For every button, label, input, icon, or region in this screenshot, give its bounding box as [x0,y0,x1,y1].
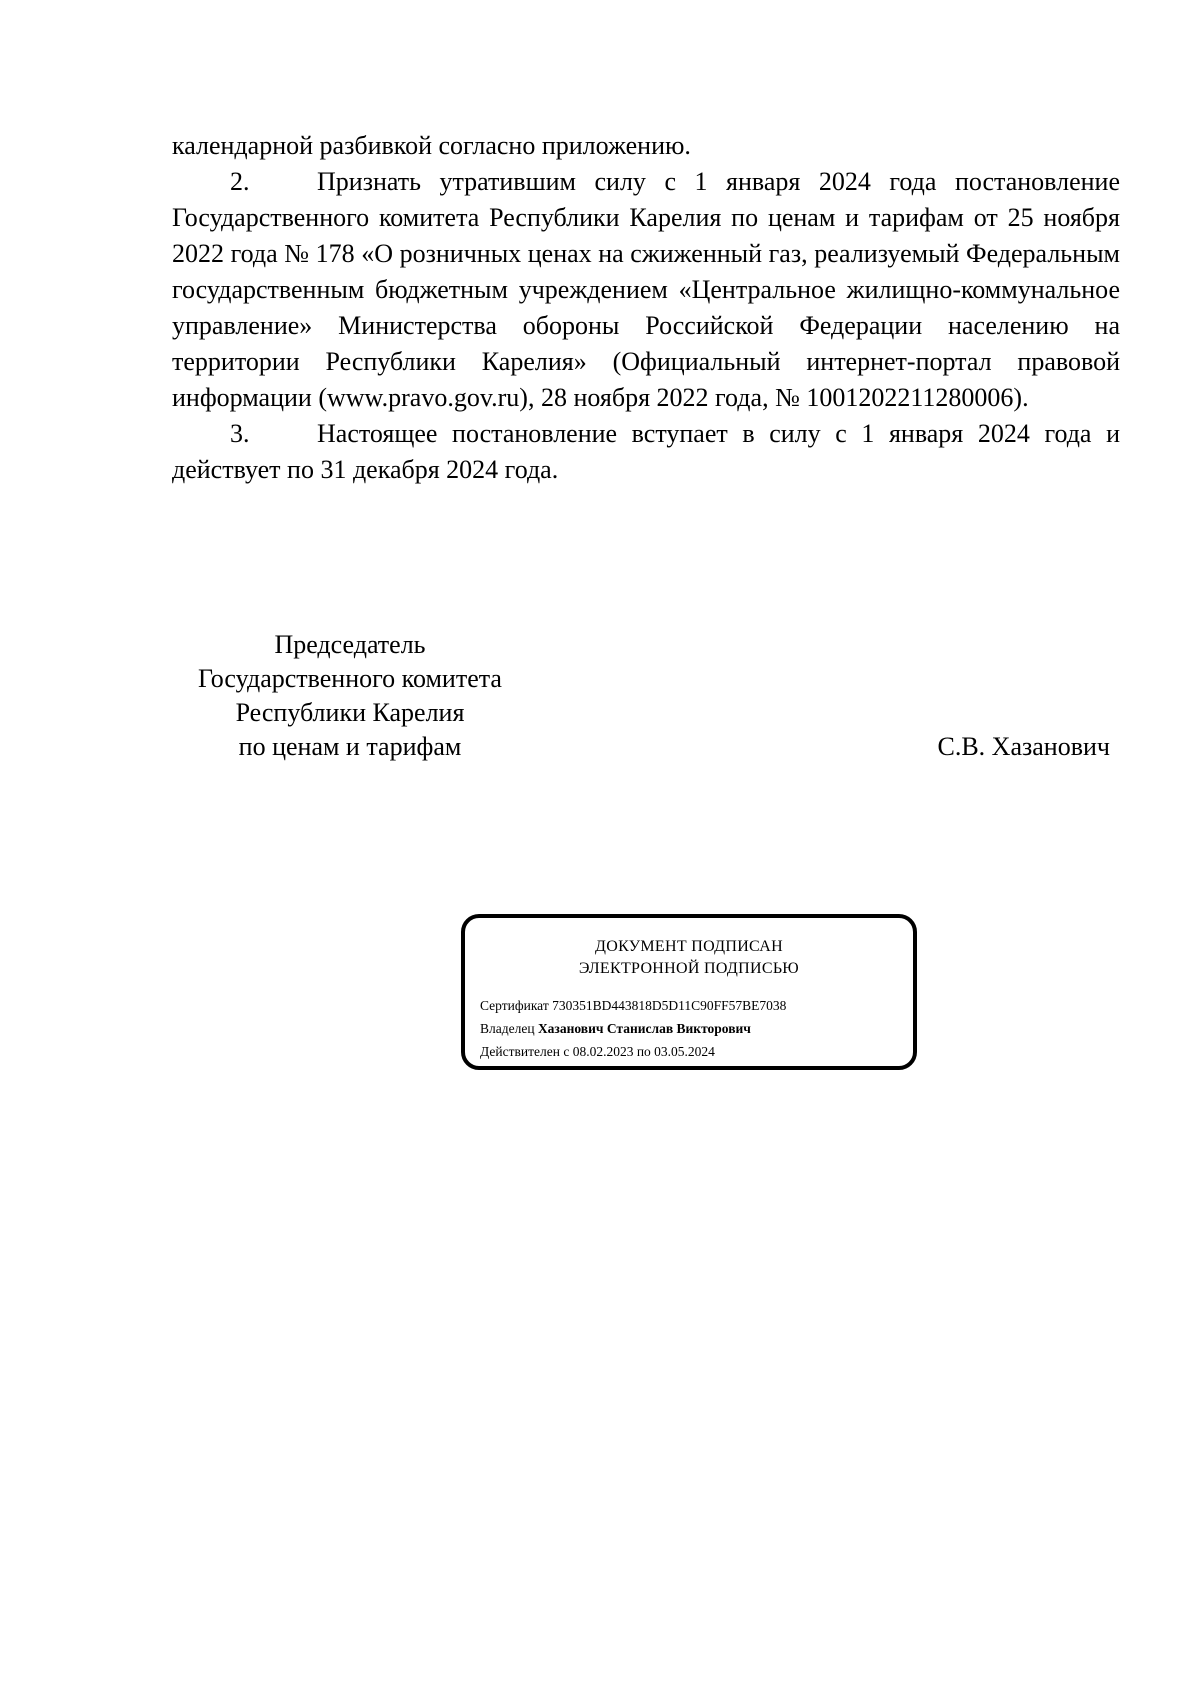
numbered-item-2 [172,164,1120,416]
numbered-item-3 [172,416,1120,488]
item-number: 2. [230,167,250,196]
owner-line [480,1017,913,1040]
position-line: Государственного комитета [198,664,502,693]
item-text: Признать утратившим силу с 1 января 2024 года постановление Государственного комитета Республики Карелия по ценам и тарифам от 25 ноября 2022 года № 178 «О розничных ценах на сжиженный газ, реализуемый Федеральным государственным бюджетным учреждением «Центральное жилищно-коммунальное управление» Министерства обороны Российской Федерации населению на территории Республики Карелия» (Официальный интернет-портал правовой информации (www.pravo.gov.ru), 28 ноября 2022 года, № 1001202211280006). [172,167,1120,412]
certificate-line [480,994,913,1017]
owner-label: Владелец [480,1021,535,1036]
valid-to: 03.05.2024 [654,1044,715,1059]
intro-line: календарной разбивкой согласно приложению. [172,131,691,160]
item-text: Настоящее постановление вступает в силу с 1 января 2024 года и действует по 31 декабря 2024 года. [172,419,1120,484]
validity-line [480,1040,913,1063]
electronic-signature-stamp [461,914,917,1070]
position-line: Республики Карелия [235,698,465,727]
position-line: Председатель [274,630,426,659]
stamp-details [480,994,913,1063]
stamp-header-line: ЭЛЕКТРОННОЙ ПОДПИСЬЮ [578,960,800,977]
stamp-header [465,936,913,980]
document-body [172,128,1120,488]
position-line: по ценам и тарифам [238,732,462,761]
signature-block [172,628,1120,764]
valid-label: Действителен [480,1044,560,1059]
owner-value: Хазанович Станислав Викторович [537,1021,751,1036]
signer-name: С.В. Хазанович [937,732,1110,761]
item-number: 3. [230,419,250,448]
certificate-value: 730351BD443818D5D11C90FF57BE7038 [552,998,787,1013]
certificate-label: Сертификат [480,998,549,1013]
valid-to-label: по [636,1044,651,1059]
signer-position [172,628,528,764]
valid-from-label: с [563,1044,570,1059]
stamp-header-line: ДОКУМЕНТ ПОДПИСАН [595,938,783,955]
valid-from: 08.02.2023 [572,1044,634,1059]
